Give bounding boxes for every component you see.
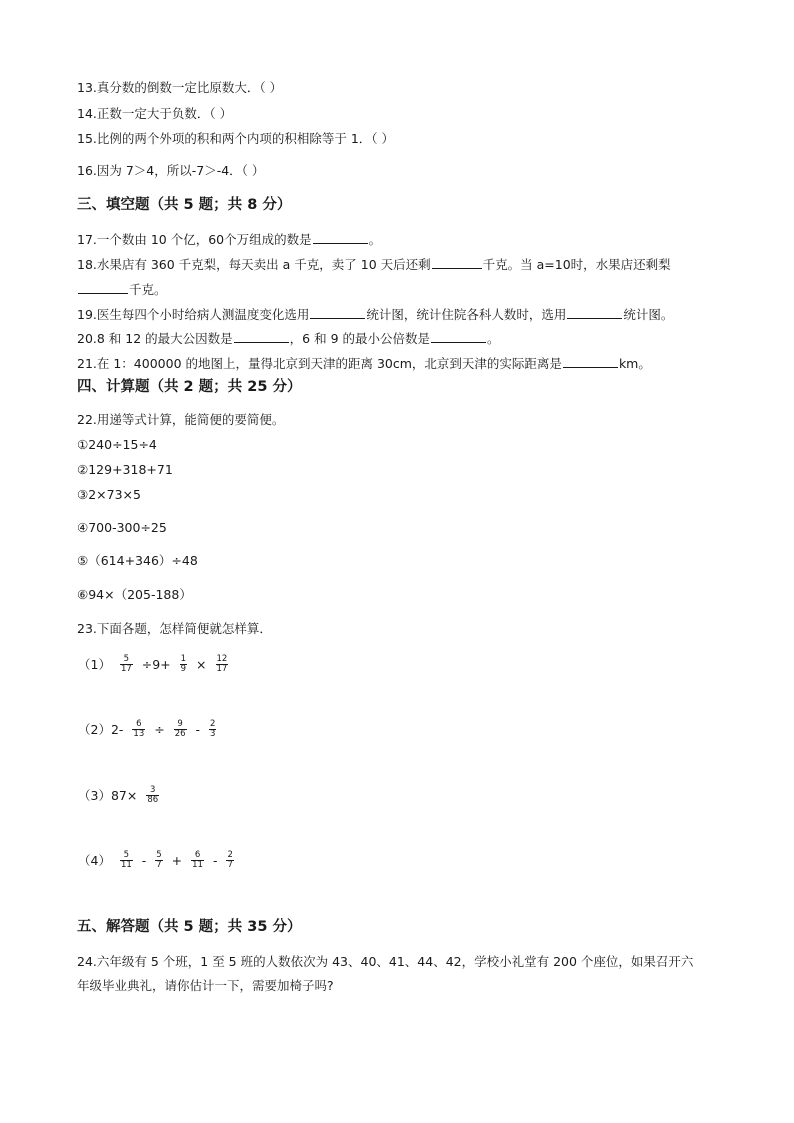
section-4-title: 四、计算题（共 2 题；共 25 分）: [77, 379, 302, 395]
denominator: 86: [147, 795, 159, 805]
fraction: [120, 851, 133, 870]
numerator: 12: [216, 654, 228, 664]
q23-3-label: （3）87×: [78, 787, 138, 803]
q22-item-4: ④700-300÷25: [77, 520, 167, 535]
denominator: 3: [210, 729, 216, 739]
answer-blank[interactable]: [78, 281, 128, 294]
q18-text: 18.水果店有 360 千克梨，每天卖出 a 千克，卖了 10 天后还剩: [77, 257, 431, 272]
answer-blank[interactable]: [310, 306, 365, 319]
q19-end: 统计图。: [623, 307, 674, 322]
q19-text-2: 统计图，统计住院各科人数时，选用: [366, 307, 567, 322]
operator: -: [141, 852, 147, 868]
question-23: 23.下面各题，怎样简便就怎样算．: [77, 621, 272, 636]
denominator: 26: [174, 729, 186, 739]
operator: -: [195, 721, 201, 737]
q23-item-3: [77, 784, 163, 807]
fraction: [120, 655, 133, 674]
question-20: [77, 330, 500, 347]
q20-text: 20.8 和 12 的最大公因数是: [77, 331, 233, 346]
numerator: 5: [123, 850, 130, 860]
denominator: 17: [120, 664, 132, 674]
fraction: [226, 851, 233, 870]
operator: -: [212, 852, 218, 868]
answer-blank[interactable]: [234, 330, 289, 343]
q23-item-1: [77, 653, 232, 676]
q22-item-1: ①240÷15÷4: [77, 437, 157, 452]
q18-text-2: 千克。当 a=10时，水果店还剩梨: [482, 257, 671, 272]
numerator: 2: [227, 850, 233, 860]
numerator: 6: [136, 719, 142, 729]
q23-item-4: [77, 849, 238, 872]
q22-item-2: ②129+318+71: [77, 462, 173, 477]
denominator: 7: [156, 860, 162, 870]
numerator: 9: [177, 719, 183, 729]
q23-4-label: （4）: [78, 852, 111, 868]
operator: ×: [196, 656, 207, 672]
denominator: 9: [180, 664, 187, 674]
numerator: 6: [194, 850, 201, 860]
q21-text: 21.在 1：400000 的地图上，量得北京到天津的距离 30cm，北京到天津的实际距离是: [77, 356, 562, 371]
q22-item-5: ⑤（614+346）÷48: [77, 553, 198, 568]
fraction: [216, 655, 229, 674]
question-16: 16.因为 7＞4，所以-7＞-4．（ ）: [77, 163, 265, 178]
denominator: 13: [133, 729, 145, 739]
fraction: [174, 720, 187, 739]
numerator: 3: [150, 785, 156, 795]
question-18-cont: [77, 281, 167, 298]
fraction: [180, 655, 187, 674]
section-3-title: 三、填空题（共 5 题；共 8 分）: [77, 197, 292, 213]
question-18: [77, 256, 671, 273]
fraction: [191, 851, 204, 870]
numerator: 5: [156, 850, 162, 860]
q22-item-6: ⑥94×（205-188）: [77, 587, 192, 602]
q20-text-2: ，6 和 9 的最小公倍数是: [289, 331, 430, 346]
operator: ÷: [154, 721, 165, 737]
answer-blank[interactable]: [313, 231, 368, 244]
q19-text: 19.医生每四个小时给病人测温度变化选用: [77, 307, 310, 322]
question-19: [77, 306, 673, 323]
section-5-title: 五、解答题（共 5 题；共 35 分）: [77, 919, 302, 935]
operator: +: [171, 852, 183, 868]
answer-blank[interactable]: [567, 306, 622, 319]
denominator: 11: [192, 860, 203, 870]
question-22: 22.用递等式计算，能简便的要简便。: [77, 412, 285, 427]
denominator: 17: [216, 664, 228, 674]
question-17: [77, 231, 381, 248]
q17-text: 17.一个数由 10 个亿，60个万组成的数是: [77, 232, 312, 247]
q23-1-label: （1）: [78, 656, 111, 672]
operator: ÷9+: [141, 656, 171, 672]
q22-item-3: ③2×73×5: [77, 487, 141, 502]
q17-end: 。: [368, 232, 382, 247]
question-21: [77, 355, 651, 372]
q23-2-label: （2）2-: [78, 721, 124, 737]
numerator: 5: [123, 654, 130, 664]
q20-end: 。: [487, 331, 500, 346]
question-24-line-2: 年级毕业典礼，请你估计一下，需要加椅子吗?: [77, 978, 334, 993]
answer-blank[interactable]: [431, 330, 486, 343]
question-15: 15.比例的两个外项的积和两个内项的积相除等于 1．（ ）: [77, 131, 395, 146]
fraction: [209, 720, 216, 739]
q18-end: 千克。: [129, 282, 167, 297]
numerator: 1: [180, 654, 187, 664]
fraction: [155, 851, 162, 870]
fraction: [146, 786, 159, 805]
question-13: 13.真分数的倒数一定比原数大．（ ）: [77, 80, 283, 95]
numerator: 2: [210, 719, 216, 729]
denominator: 11: [120, 860, 132, 870]
fraction: [132, 720, 145, 739]
denominator: 7: [227, 860, 233, 870]
q21-end: km。: [618, 356, 651, 371]
answer-blank[interactable]: [432, 256, 482, 269]
answer-blank[interactable]: [563, 355, 618, 368]
question-24-line-1: 24.六年级有 5 个班，1 至 5 班的人数依次为 43、40、41、44、42，学校小礼堂有 200 个座位，如果召开六: [77, 954, 694, 969]
question-14: 14.正数一定大于负数．（ ）: [77, 106, 233, 121]
q23-item-2: [77, 718, 220, 741]
